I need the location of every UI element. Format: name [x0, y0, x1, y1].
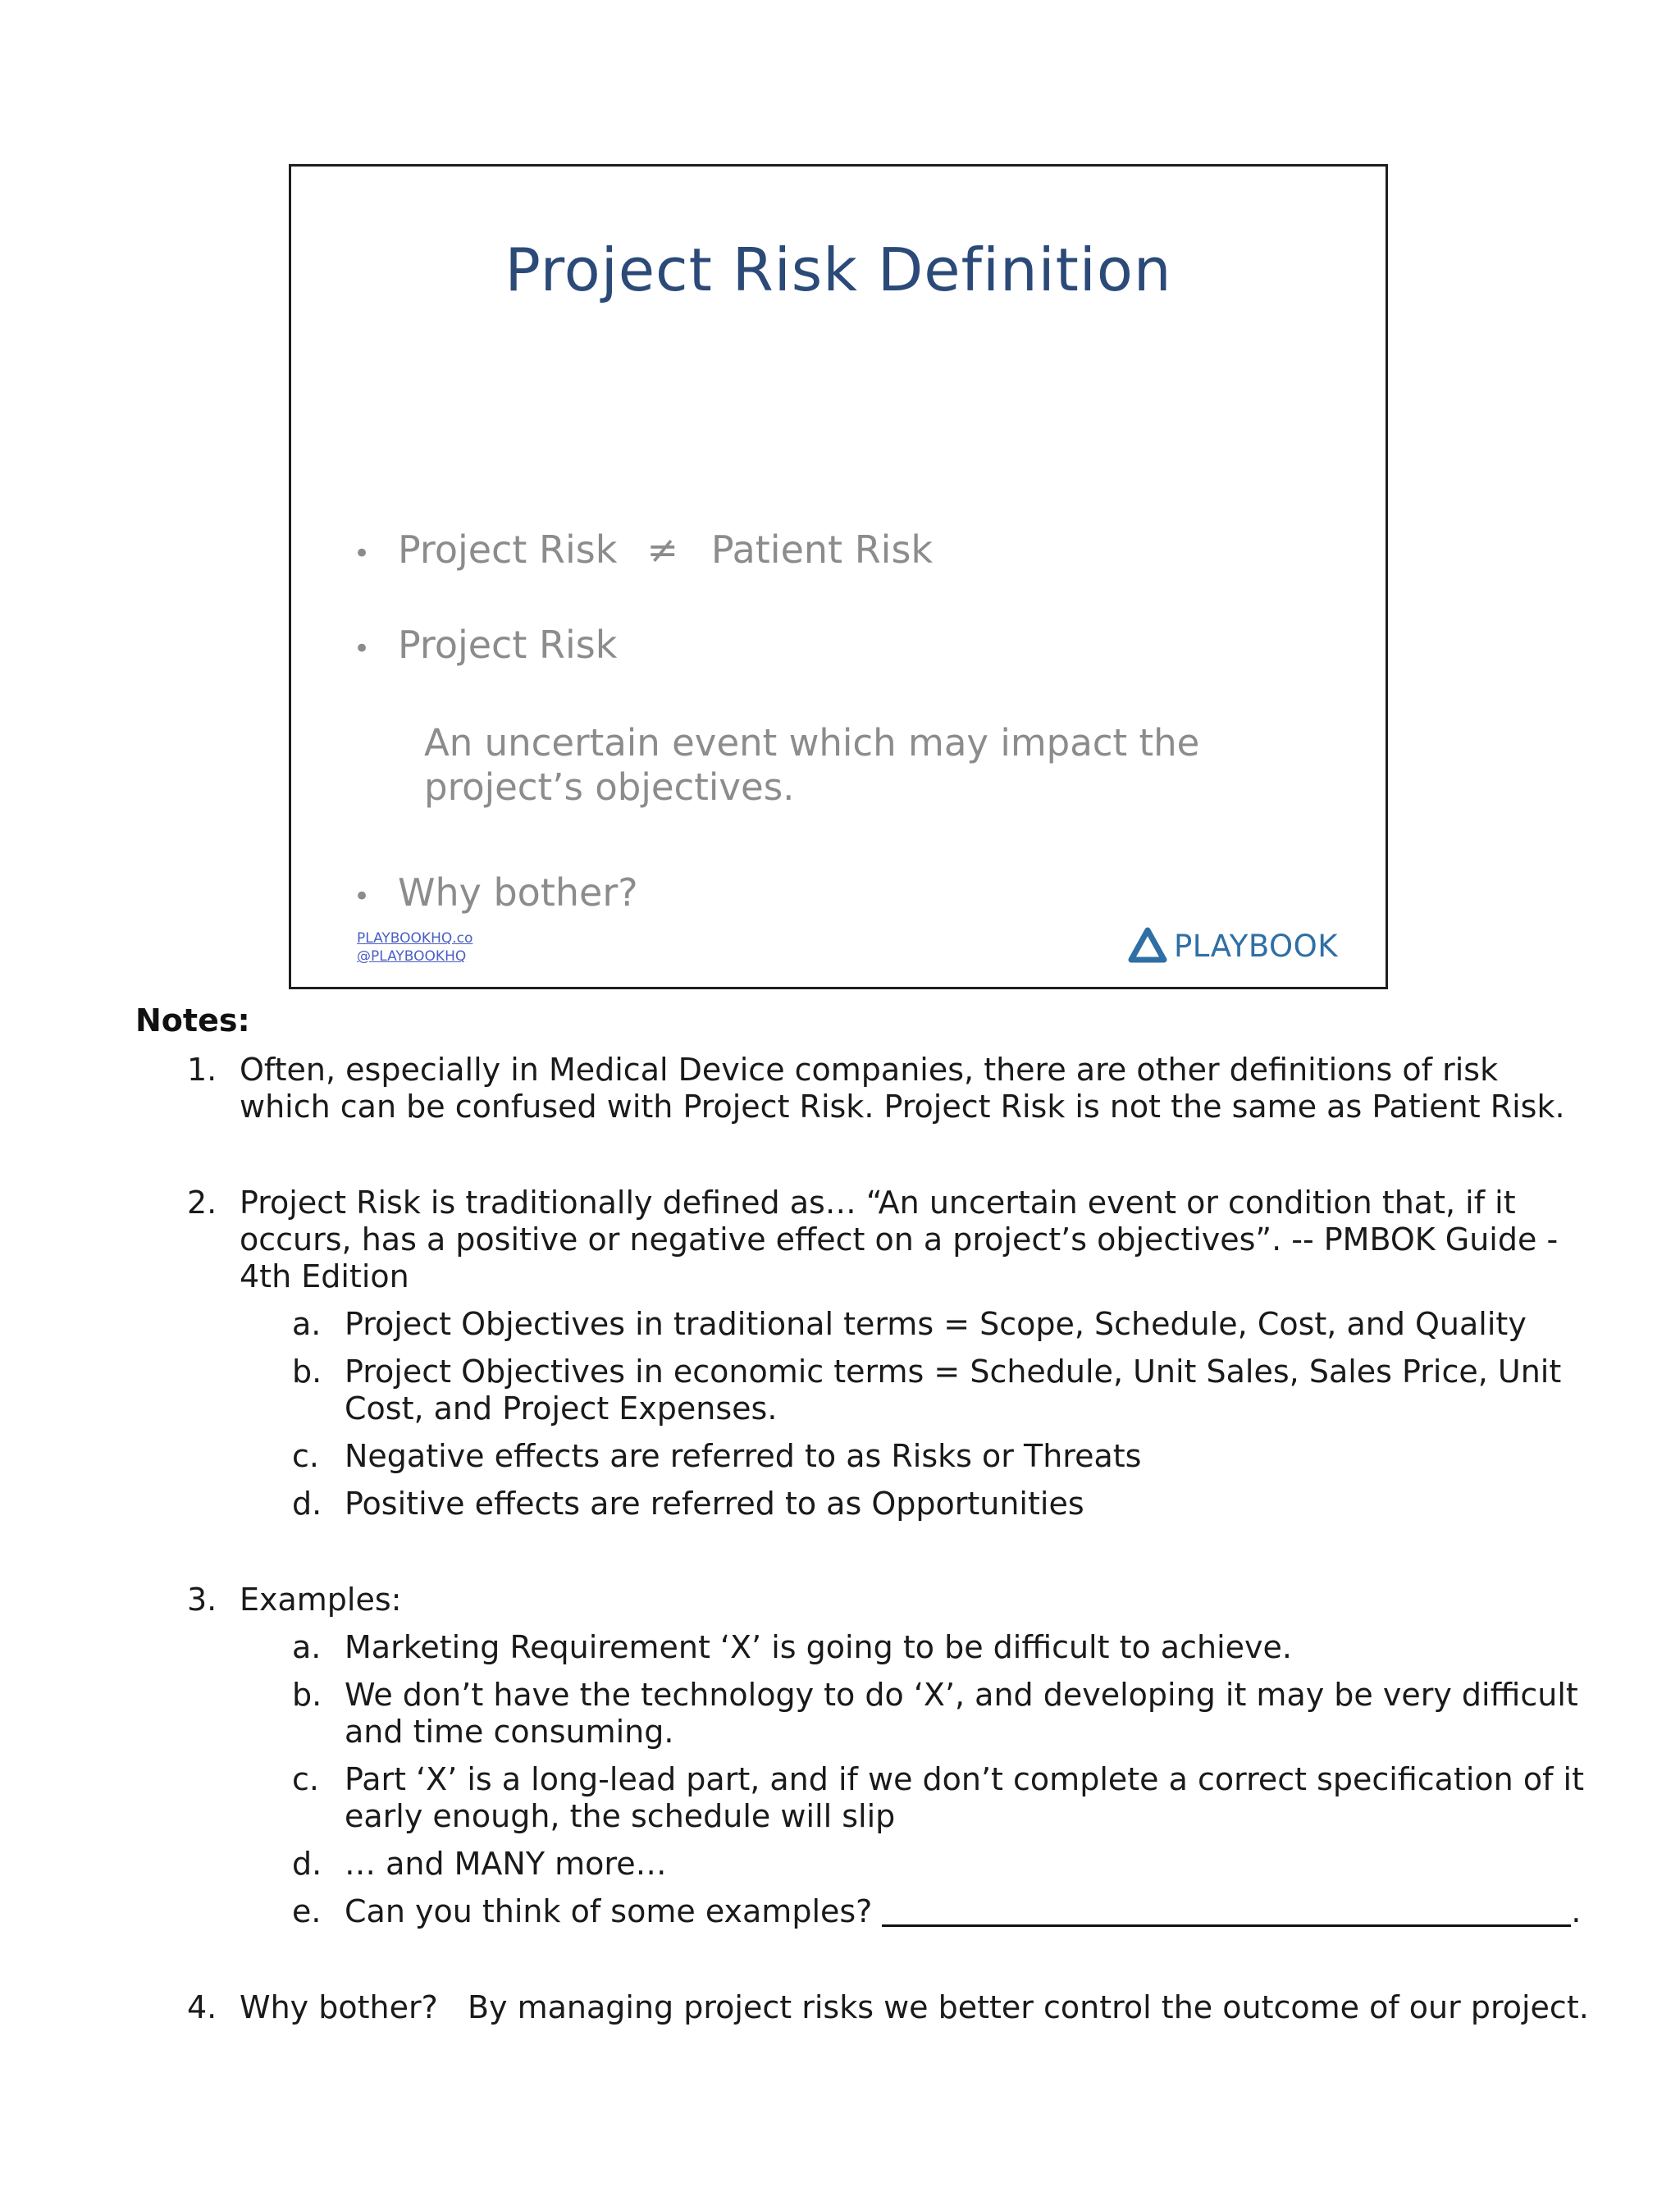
subitem-text-with-blank	[345, 1893, 1600, 1930]
subitem-text: Negative effects are referred to as Risks or Threats	[345, 1438, 1142, 1474]
bullet-2-text: Project Risk	[398, 623, 618, 667]
note-subitem	[0, 1629, 1680, 1666]
slide-definition: An uncertain event which may impact the project’s objectives.	[424, 721, 1200, 809]
subitem-letter: c.	[292, 1438, 319, 1474]
notes-list	[0, 1052, 1680, 2026]
bullet-3-text: Why bother?	[398, 870, 638, 915]
note-subitem	[0, 1486, 1680, 1522]
trailing-period: .	[1571, 1893, 1582, 1929]
website-link: PLAYBOOKHQ.co	[357, 930, 473, 947]
examples-question: Can you think of some examples?	[345, 1893, 873, 1929]
playbook-logo	[1128, 926, 1338, 966]
subitem-letter: d.	[292, 1846, 322, 1882]
slide-image	[289, 164, 1388, 989]
slide-links	[357, 929, 472, 966]
logo-text: PLAYBOOK	[1174, 928, 1339, 964]
note-item-2	[0, 1185, 1680, 1295]
subitem-text: Project Objectives in economic terms = Schedule, Unit Sales, Sales Price, Unit Cost, and Project Expenses.	[345, 1354, 1562, 1427]
subitem-text: We don’t have the technology to do ‘X’, and developing it may be very difficult and time consuming.	[345, 1677, 1578, 1750]
note-number: 3.	[187, 1582, 217, 1618]
note-text: Project Risk is traditionally defined as… “An uncertain event or condition that, if it occurs, has a positive or negative effect on a project’s objectives”. -- PMBOK Guide - 4th Edition	[240, 1185, 1559, 1294]
spacer	[0, 1930, 1680, 1989]
subitem-letter: e.	[292, 1893, 322, 1929]
subitem-letter: c.	[292, 1761, 319, 1797]
note-subitem	[0, 1846, 1680, 1883]
note-subitem	[0, 1761, 1680, 1835]
subitem-text: Project Objectives in traditional terms = Scope, Schedule, Cost, and Quality	[345, 1306, 1527, 1342]
note-subitem	[0, 1677, 1680, 1751]
note-number: 4.	[187, 1989, 217, 2025]
note-subitem	[0, 1354, 1680, 1427]
bullet-1-left: Project Risk	[398, 527, 618, 572]
subitem-letter: b.	[292, 1354, 322, 1390]
subitem-letter: a.	[292, 1306, 322, 1342]
slide-bullet-2	[354, 623, 617, 667]
bullet-dot-icon: •	[354, 880, 371, 913]
subitem-text: Part ‘X’ is a long-lead part, and if we don’t complete a correct specification of it early enough, the schedule will slip	[345, 1761, 1585, 1834]
slide-title: Project Risk Definition	[504, 235, 1172, 304]
fill-in-blank-line[interactable]	[882, 1896, 1571, 1927]
note-text: Why bother? By managing project risks we better control the outcome of our project.	[240, 1989, 1589, 2025]
notes-heading: Notes:	[135, 1002, 250, 1039]
note-number: 2.	[187, 1185, 217, 1221]
note-item-4	[0, 1989, 1680, 2026]
subitem-letter: d.	[292, 1486, 322, 1522]
subitem-letter: a.	[292, 1629, 322, 1665]
note-number: 1.	[187, 1052, 217, 1088]
note-text: Often, especially in Medical Device companies, there are other definitions of risk which can be confused with Project Risk. Project Risk is not the same as Patient Risk.	[240, 1052, 1565, 1125]
note-subitem	[0, 1306, 1680, 1343]
note-subitem	[0, 1893, 1680, 1930]
bullet-1-right: Patient Risk	[710, 527, 934, 572]
note-text: Examples:	[240, 1582, 402, 1618]
note-item-3	[0, 1582, 1680, 1618]
note-item-1	[0, 1052, 1680, 1125]
subitem-letter: b.	[292, 1677, 322, 1713]
spacer	[0, 1125, 1680, 1185]
note-subitem	[0, 1438, 1680, 1475]
bullet-dot-icon: •	[354, 632, 371, 665]
spacer	[0, 1522, 1680, 1582]
slide-bullet-3	[354, 870, 638, 915]
subitem-text: … and MANY more…	[345, 1846, 667, 1882]
bullet-dot-icon: •	[354, 537, 371, 570]
slide-bullet-1	[354, 527, 933, 572]
handle-link: @PLAYBOOKHQ	[357, 948, 467, 965]
subitem-text: Positive effects are referred to as Opportunities	[345, 1486, 1084, 1522]
not-equal-symbol: ≠	[646, 527, 678, 572]
playbook-triangle-icon	[1128, 926, 1167, 966]
subitem-text: Marketing Requirement ‘X’ is going to be difficult to achieve.	[345, 1629, 1292, 1665]
